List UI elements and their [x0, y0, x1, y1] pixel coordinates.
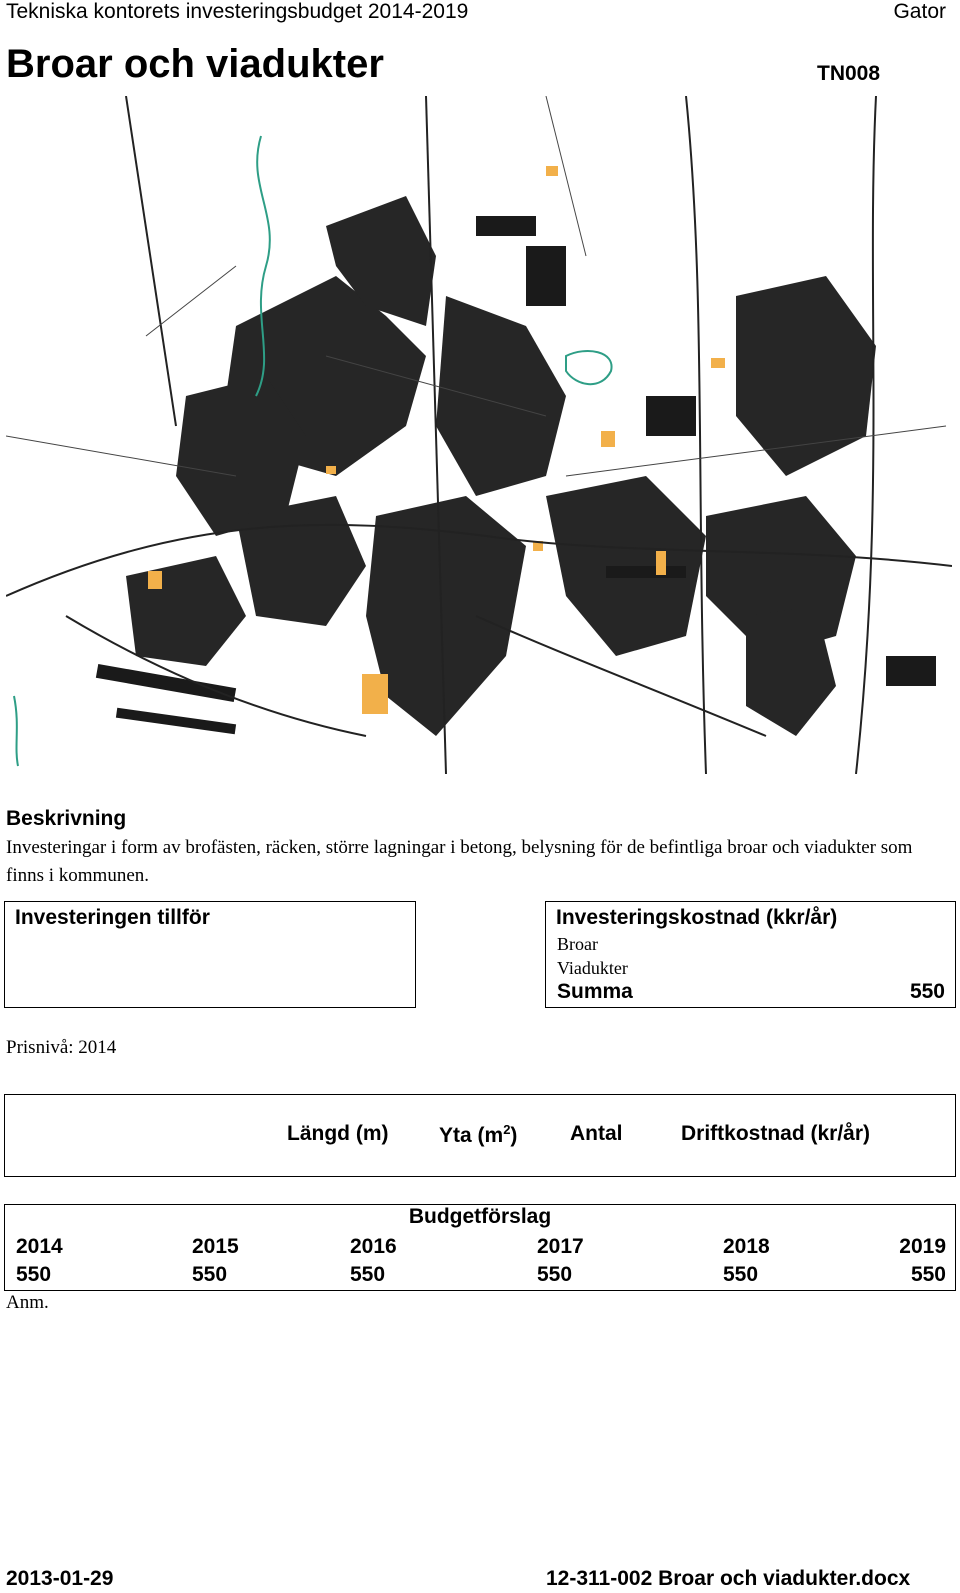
budget-year: 2018	[723, 1235, 770, 1258]
budget-value: 550	[16, 1263, 52, 1286]
investment-benefit-heading: Investeringen tillför	[15, 906, 210, 929]
description-text: Investeringar i form av brofästen, räcken, större lagningar i betong, belysning för de befintliga broar och viadukter som finns i kommunen.	[6, 837, 913, 886]
budget-value: 550	[723, 1263, 759, 1286]
column-driftkostnad: Driftkostnad (kr/år)	[681, 1122, 871, 1145]
column-antal: Antal	[570, 1122, 623, 1145]
column-yta: Yta $(m^2)$	[439, 1122, 518, 1147]
description-heading: Beskrivning	[6, 807, 127, 830]
budget-year: 2017	[537, 1235, 584, 1258]
budget-value: 550	[537, 1263, 573, 1286]
cost-row-viadukter: Viadukter	[557, 958, 628, 978]
budget-proposal-box	[4, 1204, 956, 1291]
city-map-image	[6, 96, 952, 774]
cost-sum-value: 550	[909, 980, 945, 1003]
header-category: Gator	[893, 0, 946, 23]
budget-value: 550	[910, 1263, 946, 1286]
budget-value: 550	[350, 1263, 386, 1286]
project-code: TN008	[817, 62, 881, 85]
column-langd: Längd (m)	[287, 1122, 389, 1145]
budget-year: 2014	[16, 1235, 63, 1258]
investment-cost-heading: Investeringskostnad (kkr/år)	[556, 906, 838, 929]
footer-filename: 12-311-002 Broar och viadukter.docx	[546, 1567, 911, 1590]
remarks-label: Anm.	[6, 1292, 49, 1313]
page-title: Broar och viadukter	[6, 42, 384, 86]
investment-cost-box	[545, 901, 956, 1008]
budget-year: 2019	[899, 1235, 946, 1258]
budget-value: 550	[192, 1263, 228, 1286]
cost-sum-label: Summa	[557, 980, 633, 1003]
budget-year: 2015	[192, 1235, 239, 1258]
operating-cost-box	[4, 1094, 956, 1177]
footer-date: 2013-01-29	[6, 1567, 114, 1590]
budget-year: 2016	[350, 1235, 397, 1258]
price-level: Prisnivå: 2014	[6, 1037, 117, 1058]
cost-row-broar: Broar	[557, 934, 598, 954]
header-document-title: Tekniska kontorets investeringsbudget 2014-2019	[6, 0, 469, 23]
budget-heading: Budgetförslag	[408, 1205, 552, 1228]
investment-benefit-box	[4, 901, 416, 1008]
